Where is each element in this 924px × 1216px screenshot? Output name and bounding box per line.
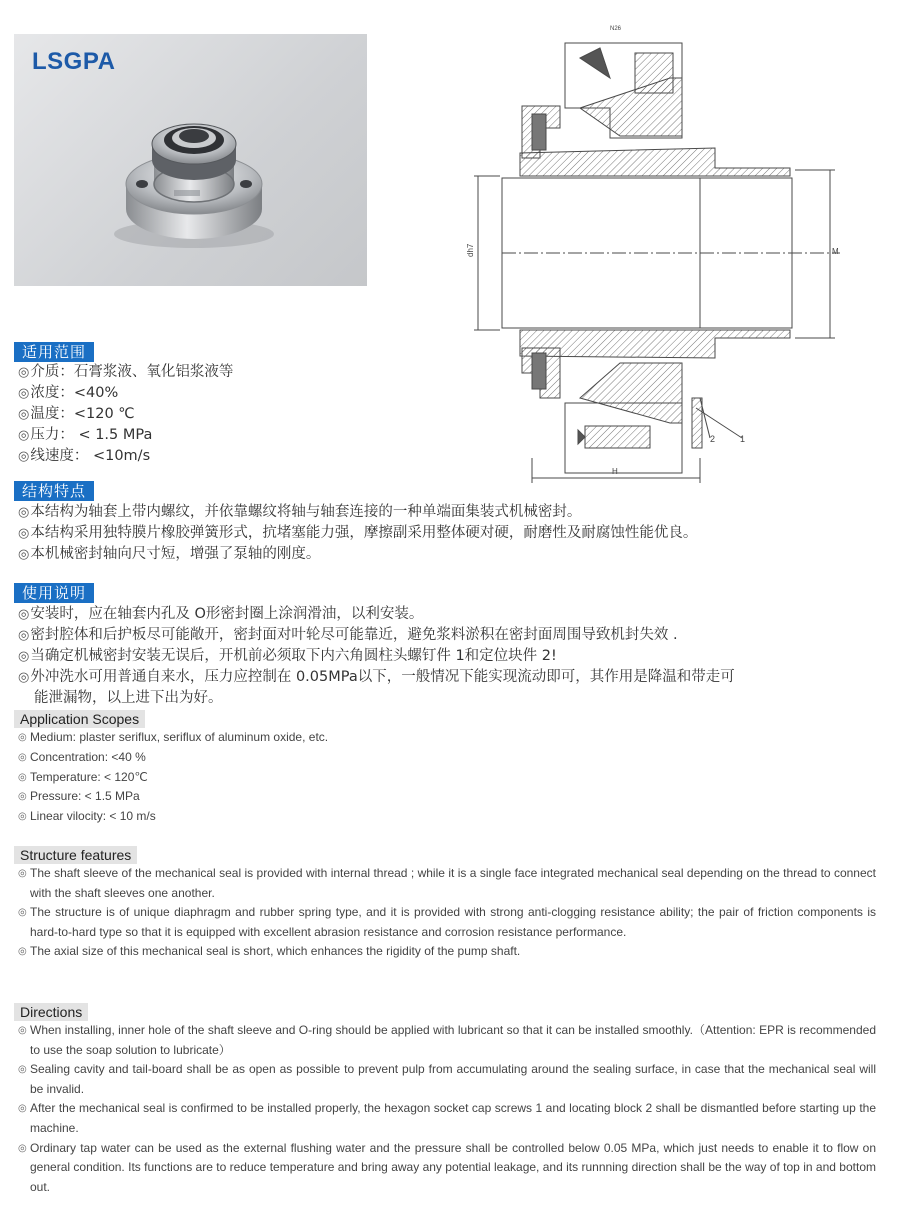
product-photo-panel <box>14 34 367 286</box>
mechanical-seal-photo <box>14 34 367 286</box>
list-item: ◎ Concentration: <40 % <box>18 749 146 764</box>
en-directions-heading: Directions <box>14 1003 88 1021</box>
cn-usage-heading: 使用说明 <box>14 583 94 603</box>
list-item: ◎ The structure is of unique diaphragm and rubber spring type, and it is provided with strong anti-clogging resistance ability; the pair of friction components is hard-to-hard type so that it is equipped with excellent abrasion resistance and corrosion resistance performance. <box>18 905 876 939</box>
cn-scope-heading: 适用范围 <box>14 342 94 362</box>
list-item: ◎本机械密封轴向尺寸短，增强了泵轴的刚度。 <box>18 546 321 562</box>
list-item: ◎ Linear vilocity: < 10 m/s <box>18 809 156 824</box>
list-item: ◎ Pressure: < 1.5 MPa <box>18 789 140 804</box>
callout-1-label: 1 <box>740 434 746 444</box>
cross-section-drawing <box>460 18 870 498</box>
list-item: ◎ After the mechanical seal is confirmed to be installed properly, the hexagon socket cap screws 1 and locating block 2 shall be dismantled before starting up the machine. <box>18 1101 876 1135</box>
cn-structure-list <box>18 502 697 565</box>
list-item: ◎ Medium: plaster seriflux, seriflux of aluminum oxide, etc. <box>18 730 329 744</box>
list-item: ◎温度：<120 ℃ <box>18 406 135 422</box>
cn-scope-list <box>18 362 233 467</box>
top-tag-label: N26 <box>610 26 622 32</box>
list-item: ◎ The axial size of this mechanical seal is short, which enhances the rigidity of the pump shaft. <box>18 944 521 959</box>
list-item: ◎ The shaft sleeve of the mechanical seal is provided with internal thread ; while it is a single face integrated mechanical seal depending on the thread to connect with the shaft sleeves one another. <box>18 866 876 900</box>
list-item: ◎介质：石膏浆液、氧化铝浆液等 <box>18 364 234 380</box>
list-item: ◎ When installing, inner hole of the shaft sleeve and O-ring should be applied with lubricant so that it can be installed smoothly.（Attention: EPR is recommended to use the soap solution to lubricate） <box>18 1023 876 1057</box>
en-structure-list <box>18 864 876 962</box>
dim-m-label: M <box>832 247 839 256</box>
list-item: ◎ Sealing cavity and tail-board shall be as open as possible to prevent pulp from accumulating around the sealing surface, in case that the mechanical seal will be invalid. <box>18 1062 876 1096</box>
en-scope-heading: Application Scopes <box>14 710 145 728</box>
cn-usage-list <box>18 604 735 708</box>
en-directions-list <box>18 1021 876 1197</box>
list-item: ◎压力： < 1.5 MPa <box>18 427 153 443</box>
list-item: ◎当确定机械密封安装无误后，开机前必须取下内六角圆柱头螺钉件 1和定位块件 2! <box>18 648 557 664</box>
en-structure-heading: Structure features <box>14 846 137 864</box>
list-item: ◎本结构为轴套上带内螺纹，并依靠螺纹将轴与轴套连接的一种单端面集装式机械密封。 <box>18 504 582 520</box>
list-item: ◎安装时，应在轴套内孔及 O形密封圈上涂润滑油，以利安装。 <box>18 606 424 622</box>
callout-2-label: 2 <box>710 434 716 444</box>
list-item: ◎ Ordinary tap water can be used as the external flushing water and the pressure shall be controlled below 0.05 MPa, which just needs to enable it to flow on general condition. Its functions are to reduce temperature and bring away any potential leakage, and its runnning direction shall be the way of top in and bottom out. <box>18 1140 876 1194</box>
list-item: ◎外冲洗水可用普通自来水，压力应控制在 0.05MPa以下，一般情况下能实现流动即可，其作用是降温和带走可 <box>18 669 735 685</box>
list-item: ◎密封腔体和后护板尽可能敞开，密封面对叶轮尽可能靠近，避免浆料淤积在密封面周围导致机封失效 . <box>18 627 678 643</box>
dim-h-label: H <box>612 467 618 476</box>
list-item: ◎线速度： <10m/s <box>18 448 151 464</box>
list-item: ◎本结构采用独特膜片橡胶弹簧形式，抗堵塞能力强，摩擦副采用整体硬对硬，耐磨性及耐腐蚀性能优良。 <box>18 525 698 541</box>
list-item: ◎浓度：<40% <box>18 385 119 401</box>
product-model-title: LSGPA <box>32 48 116 75</box>
list-item-continuation: 能泄漏物，以上进下出为好。 <box>34 690 223 706</box>
list-item: ◎ Temperature: < 120℃ <box>18 769 148 784</box>
cn-structure-heading: 结构特点 <box>14 481 94 501</box>
en-scope-list <box>18 728 876 827</box>
dim-dh7-label: dh7 <box>466 243 475 257</box>
